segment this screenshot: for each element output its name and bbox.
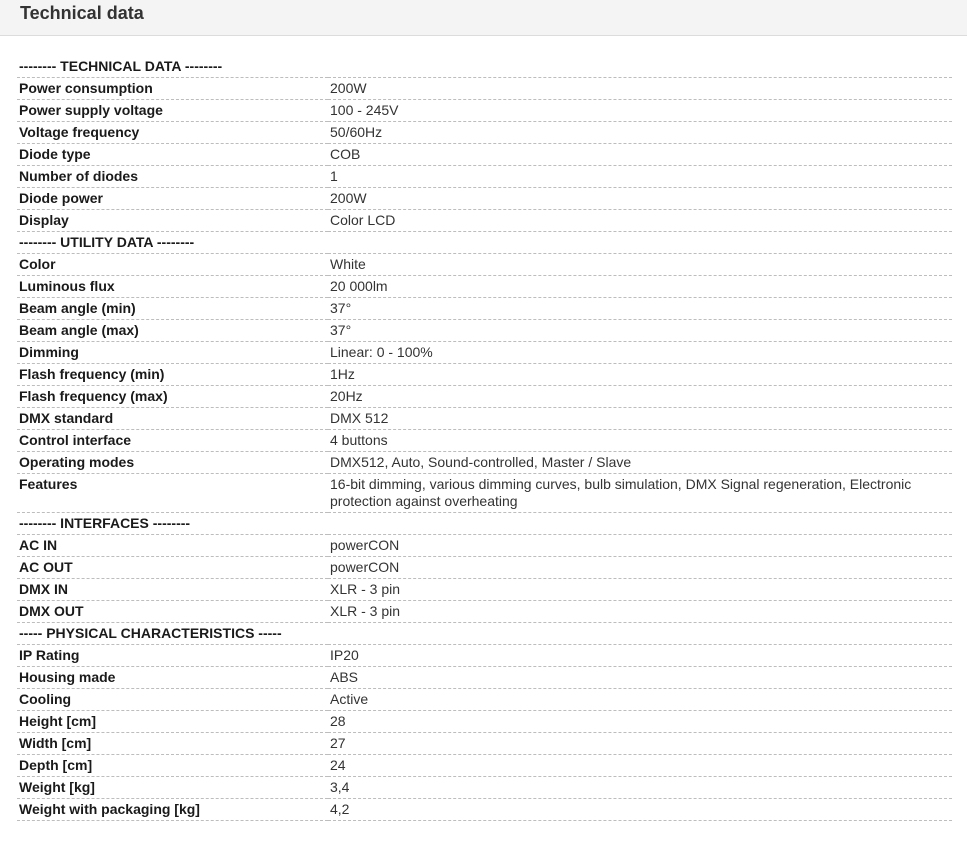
spec-label: Height [cm] (17, 711, 328, 733)
spec-label: Cooling (17, 689, 328, 711)
spec-value: 37° (328, 298, 952, 320)
spec-label: AC OUT (17, 557, 328, 579)
spec-value: Active (328, 689, 952, 711)
table-row (17, 122, 952, 144)
spec-label: Diode type (17, 144, 328, 166)
table-row (17, 777, 952, 799)
table-row (17, 188, 952, 210)
technical-data-panel (17, 56, 952, 821)
spec-value: ABS (328, 667, 952, 689)
spec-label: Depth [cm] (17, 755, 328, 777)
table-row (17, 100, 952, 122)
table-row (17, 452, 952, 474)
spec-value: powerCON (328, 557, 952, 579)
spec-value: 27 (328, 733, 952, 755)
table-row (17, 601, 952, 623)
section-heading-row (17, 56, 952, 78)
spec-label: Display (17, 210, 328, 232)
section-header (0, 0, 967, 36)
spec-value: DMX 512 (328, 408, 952, 430)
spec-value: XLR - 3 pin (328, 579, 952, 601)
spec-value: 1Hz (328, 364, 952, 386)
spec-label: Voltage frequency (17, 122, 328, 144)
table-row (17, 733, 952, 755)
spec-label: Width [cm] (17, 733, 328, 755)
spec-label: Housing made (17, 667, 328, 689)
spec-label: Flash frequency (min) (17, 364, 328, 386)
spec-label: Power consumption (17, 78, 328, 100)
table-row (17, 408, 952, 430)
spec-label: Flash frequency (max) (17, 386, 328, 408)
spec-label: Diode power (17, 188, 328, 210)
spec-value: 200W (328, 188, 952, 210)
spec-value: White (328, 254, 952, 276)
spec-value: DMX512, Auto, Sound-controlled, Master / Slave (328, 452, 952, 474)
table-row (17, 711, 952, 733)
table-row (17, 386, 952, 408)
spec-value: 100 - 245V (328, 100, 952, 122)
section-heading: -------- INTERFACES -------- (17, 513, 952, 535)
spec-label: Color (17, 254, 328, 276)
spec-value: 200W (328, 78, 952, 100)
spec-value: 3,4 (328, 777, 952, 799)
spec-value: 1 (328, 166, 952, 188)
spec-value: 20Hz (328, 386, 952, 408)
spec-value: 24 (328, 755, 952, 777)
technical-data-table-body (17, 56, 952, 821)
table-row (17, 166, 952, 188)
spec-value: 50/60Hz (328, 122, 952, 144)
table-row (17, 276, 952, 298)
spec-value: 28 (328, 711, 952, 733)
table-row (17, 667, 952, 689)
spec-label: Operating modes (17, 452, 328, 474)
spec-value: Linear: 0 - 100% (328, 342, 952, 364)
section-heading-row (17, 232, 952, 254)
section-heading-row (17, 623, 952, 645)
spec-label: DMX standard (17, 408, 328, 430)
table-row (17, 689, 952, 711)
table-row (17, 799, 952, 821)
spec-label: Beam angle (max) (17, 320, 328, 342)
table-row (17, 78, 952, 100)
spec-label: Luminous flux (17, 276, 328, 298)
table-row (17, 755, 952, 777)
spec-label: Weight with packaging [kg] (17, 799, 328, 821)
table-row (17, 645, 952, 667)
spec-label: Power supply voltage (17, 100, 328, 122)
spec-label: Weight [kg] (17, 777, 328, 799)
table-row (17, 254, 952, 276)
section-heading: -------- UTILITY DATA -------- (17, 232, 952, 254)
spec-value: IP20 (328, 645, 952, 667)
section-heading-row (17, 513, 952, 535)
spec-label: AC IN (17, 535, 328, 557)
spec-value: Color LCD (328, 210, 952, 232)
spec-label: Dimming (17, 342, 328, 364)
spec-label: Beam angle (min) (17, 298, 328, 320)
technical-data-table (17, 56, 952, 821)
table-row (17, 430, 952, 452)
spec-label: DMX IN (17, 579, 328, 601)
spec-label: Control interface (17, 430, 328, 452)
spec-value: 4 buttons (328, 430, 952, 452)
table-row (17, 298, 952, 320)
spec-value: 4,2 (328, 799, 952, 821)
table-row (17, 535, 952, 557)
section-heading: -------- TECHNICAL DATA -------- (17, 56, 952, 78)
table-row (17, 210, 952, 232)
page-title: Technical data (20, 3, 144, 23)
spec-value: 16-bit dimming, various dimming curves, bulb simulation, DMX Signal regeneration, Electronic protection against overheating (328, 474, 952, 513)
table-row (17, 342, 952, 364)
spec-value: COB (328, 144, 952, 166)
spec-value: 20 000lm (328, 276, 952, 298)
spec-label: Number of diodes (17, 166, 328, 188)
spec-value: powerCON (328, 535, 952, 557)
table-row (17, 474, 952, 513)
spec-label: Features (17, 474, 328, 513)
table-row (17, 144, 952, 166)
table-row (17, 557, 952, 579)
spec-label: DMX OUT (17, 601, 328, 623)
table-row (17, 579, 952, 601)
table-row (17, 320, 952, 342)
spec-value: XLR - 3 pin (328, 601, 952, 623)
section-heading: ----- PHYSICAL CHARACTERISTICS ----- (17, 623, 952, 645)
spec-label: IP Rating (17, 645, 328, 667)
table-row (17, 364, 952, 386)
spec-value: 37° (328, 320, 952, 342)
